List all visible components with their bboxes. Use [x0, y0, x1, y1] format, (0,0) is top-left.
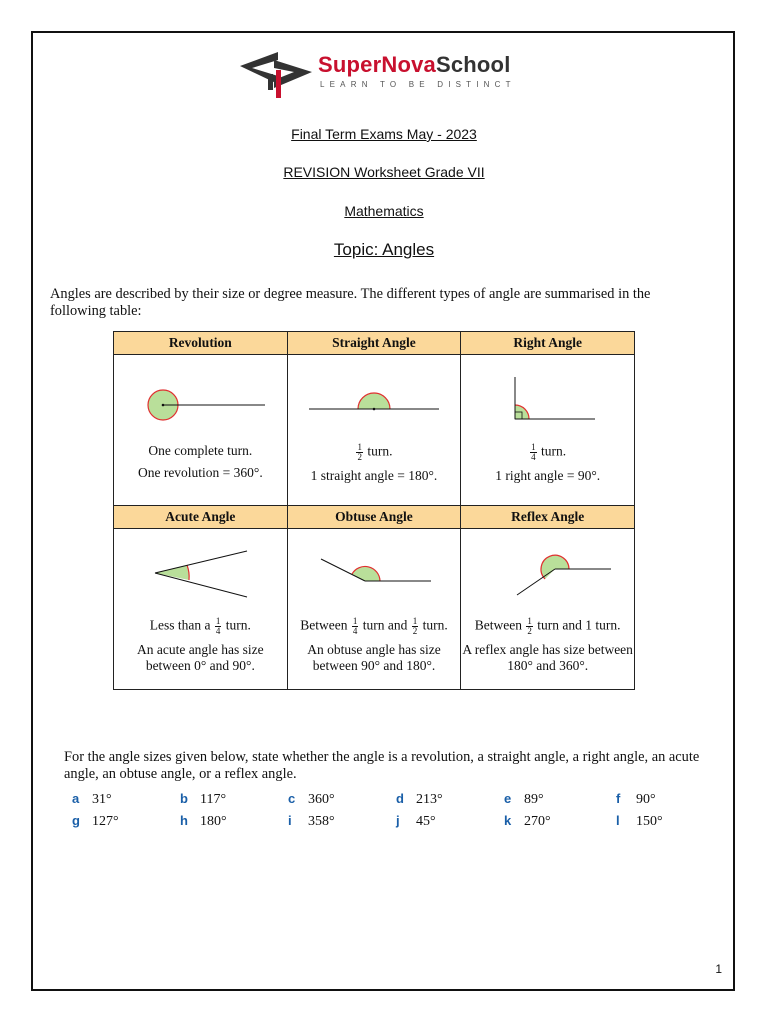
header-reflex-angle: Reflex Angle — [461, 506, 635, 529]
item-label: h — [180, 813, 188, 828]
item-value: 150° — [636, 814, 663, 829]
item-label: d — [396, 791, 404, 806]
angle-sizes-list — [72, 791, 692, 835]
fraction-quarter: $\frac{1}{4}$ — [531, 442, 536, 462]
item-value: 360° — [308, 792, 335, 807]
exam-heading: Final Term Exams May - 2023 — [291, 126, 477, 142]
list-item — [396, 791, 443, 808]
cell-obtuse-angle — [287, 529, 461, 690]
header-right-angle: Right Angle — [461, 332, 635, 355]
right-angle-line2: 1 right angle = 90°. — [495, 468, 601, 483]
straight-angle-turn-text: turn. — [367, 443, 393, 459]
obtuse-angle-line2: An obtuse angle has size between 90° and 180°. — [307, 642, 441, 673]
item-label: k — [504, 813, 512, 828]
angle-sizes-row — [72, 791, 692, 813]
list-item — [180, 813, 227, 830]
right-angle-diagram — [463, 355, 633, 439]
cell-revolution — [114, 355, 288, 506]
revolution-line2: One revolution = 360°. — [137, 465, 263, 480]
header-revolution: Revolution — [114, 332, 288, 355]
list-item — [72, 813, 119, 830]
page-number: 1 — [715, 962, 722, 976]
revolution-line1: One complete turn. — [148, 443, 253, 458]
reflex-angle-line2: A reflex angle has size between 180° and 360°. — [462, 642, 633, 673]
straight-angle-line1 — [288, 443, 461, 462]
fraction-half: $\frac{1}{2}$ — [527, 616, 532, 636]
logo-name — [318, 52, 511, 78]
item-value: 180° — [200, 814, 227, 829]
reflex-angle-turn-text: turn and 1 turn. — [537, 617, 621, 633]
fraction-half: $\frac{1}{2}$ — [412, 616, 418, 636]
logo-name-part2: Nova — [381, 52, 436, 77]
item-label: g — [72, 813, 80, 828]
item-value: 117° — [200, 792, 227, 807]
list-item — [72, 791, 112, 808]
subject-heading: Mathematics — [344, 203, 424, 219]
header-obtuse-angle: Obtuse Angle — [287, 506, 461, 529]
item-value: 270° — [524, 814, 551, 829]
item-value: 89° — [524, 792, 544, 807]
list-item — [616, 791, 656, 808]
fraction-quarter: $\frac{1}{4}$ — [352, 616, 358, 636]
obtuse-angle-turn-text: turn. — [422, 617, 448, 633]
revolution-diagram — [125, 355, 275, 439]
reflex-angle-line1 — [461, 617, 634, 636]
fraction-quarter: $\frac{1}{4}$ — [215, 616, 221, 636]
fraction-half: $\frac{1}{2}$ — [357, 442, 362, 462]
acute-angle-line1 — [114, 617, 287, 636]
straight-angle-diagram — [289, 355, 459, 439]
acute-angle-line2: An acute angle has size between 0° and 90°. — [136, 642, 264, 673]
item-label: e — [504, 791, 512, 806]
cell-straight-angle — [287, 355, 461, 506]
item-value: 31° — [92, 792, 112, 807]
item-value: 213° — [416, 792, 443, 807]
worksheet-heading: REVISION Worksheet Grade VII — [283, 164, 485, 180]
item-label: l — [616, 813, 620, 828]
acute-angle-turn-text: turn. — [225, 617, 251, 633]
acute-angle-pre-text: Less than a — [149, 617, 211, 633]
item-label: j — [396, 813, 400, 828]
obtuse-angle-line1 — [288, 617, 461, 636]
item-label: a — [72, 791, 80, 806]
list-item — [180, 791, 226, 808]
right-angle-line1 — [461, 443, 634, 462]
item-label: b — [180, 791, 188, 806]
logo-name-part1: Super — [318, 52, 382, 77]
cell-acute-angle — [114, 529, 288, 690]
logo-tagline: LEARN TO BE DISTINCT — [320, 80, 516, 89]
list-item — [616, 813, 663, 830]
item-label: f — [616, 791, 621, 806]
item-label: c — [288, 791, 296, 806]
header-straight-angle: Straight Angle — [287, 332, 461, 355]
question-text: For the angle sizes given below, state whether the angle is a revolution, a straight angle, a right angle, an acute angle, an obtuse angle, or a reflex angle. — [64, 749, 700, 782]
straight-angle-line2: 1 straight angle = 180°. — [310, 468, 438, 483]
obtuse-angle-pre-text: Between — [300, 617, 348, 633]
reflex-angle-diagram — [463, 529, 633, 613]
item-value: 45° — [416, 814, 436, 829]
school-logo — [238, 46, 538, 104]
list-item — [396, 813, 436, 830]
intro-paragraph: Angles are described by their size or degree measure. The different types of angle are summarised in the following table: — [50, 286, 651, 319]
right-angle-turn-text: turn. — [541, 443, 567, 459]
cell-reflex-angle — [461, 529, 635, 690]
logo-mark-icon — [238, 46, 314, 104]
cell-right-angle — [461, 355, 635, 506]
acute-angle-diagram — [125, 529, 275, 613]
reflex-angle-pre-text: Between — [474, 617, 523, 633]
item-value: 90° — [636, 792, 656, 807]
item-value: 127° — [92, 814, 119, 829]
list-item — [504, 813, 551, 830]
list-item — [288, 791, 335, 808]
item-value: 358° — [308, 814, 335, 829]
obtuse-angle-diagram — [289, 529, 459, 613]
header-acute-angle: Acute Angle — [114, 506, 288, 529]
topic-heading: Topic: Angles — [333, 240, 435, 259]
item-label: i — [288, 813, 292, 828]
angle-types-table — [113, 331, 635, 690]
list-item — [288, 813, 335, 830]
logo-name-part3: School — [435, 52, 511, 77]
list-item — [504, 791, 544, 808]
angle-sizes-row — [72, 813, 692, 835]
obtuse-angle-mid-text: turn and — [362, 617, 408, 633]
